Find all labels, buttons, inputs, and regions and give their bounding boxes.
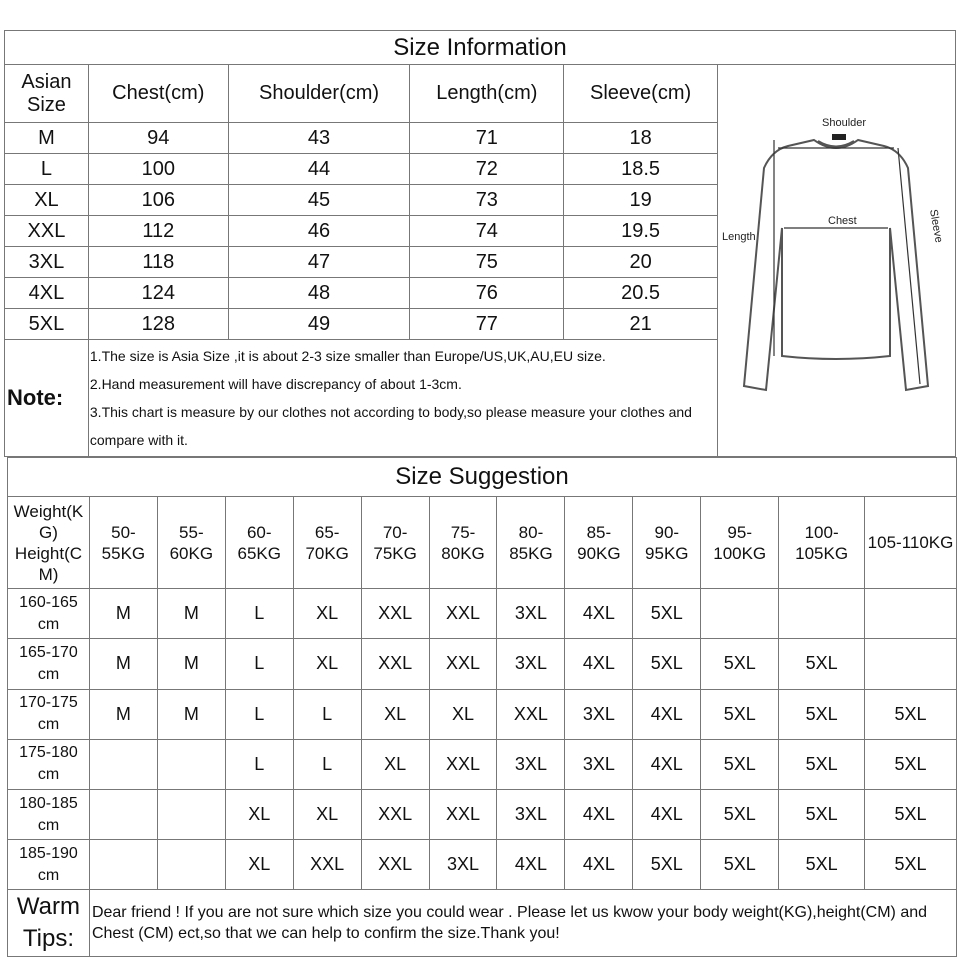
length-cell: 74 [410, 216, 564, 247]
suggested-size-cell: 3XL [497, 639, 565, 689]
suggested-size-cell: L [293, 689, 361, 739]
size-suggestion-table [7, 457, 957, 957]
size-cell: M [5, 123, 89, 154]
sleeve-cell: 18 [564, 123, 718, 154]
length-cell: 75 [410, 247, 564, 278]
size-information-table [4, 30, 956, 457]
suggested-size-cell: 5XL [701, 739, 779, 789]
suggested-size-cell [701, 589, 779, 639]
suggested-size-cell: 3XL [497, 589, 565, 639]
warm-tips-text: Dear friend ! If you are not sure which size you could wear . Please let us kwow your body weight(KG),height(CM) and Chest (CM) ect,so that we can help to confirm the size.Thank you! [89, 890, 956, 957]
chest-cell: 106 [88, 185, 228, 216]
length-cell: 71 [410, 123, 564, 154]
suggested-size-cell: 4XL [633, 739, 701, 789]
weight-header: 90- 95KG [633, 496, 701, 588]
length-cell: 72 [410, 154, 564, 185]
suggested-size-cell: M [89, 689, 157, 739]
suggested-size-cell: 3XL [429, 840, 497, 890]
size-information-title: Size Information [5, 31, 956, 65]
sleeve-cell: 20.5 [564, 278, 718, 309]
suggested-size-cell [89, 739, 157, 789]
suggested-size-cell: XL [293, 639, 361, 689]
suggested-size-cell: 5XL [633, 840, 701, 890]
table-row [8, 789, 957, 839]
size-cell: 5XL [5, 309, 89, 340]
suggested-size-cell: 3XL [497, 739, 565, 789]
chest-cell: 112 [88, 216, 228, 247]
suggested-size-cell: XL [225, 840, 293, 890]
weight-header: 105-110KG [865, 496, 957, 588]
table-row [8, 589, 957, 639]
sleeve-cell: 21 [564, 309, 718, 340]
suggested-size-cell: 3XL [565, 689, 633, 739]
size-cell: XL [5, 185, 89, 216]
suggested-size-cell: 5XL [701, 639, 779, 689]
sleeve-cell: 18.5 [564, 154, 718, 185]
chest-cell: 118 [88, 247, 228, 278]
suggested-size-cell: 5XL [779, 789, 865, 839]
weight-header-row [8, 496, 957, 588]
suggested-size-cell: XXL [429, 789, 497, 839]
suggested-size-cell: 5XL [701, 689, 779, 739]
sleeve-cell: 19.5 [564, 216, 718, 247]
suggested-size-cell: M [89, 589, 157, 639]
weight-header: 65- 70KG [293, 496, 361, 588]
suggested-size-cell [865, 639, 957, 689]
suggested-size-cell [157, 840, 225, 890]
height-range-cell: 160-165 cm [8, 589, 90, 639]
suggested-size-cell: XXL [361, 789, 429, 839]
height-range-cell: 180-185 cm [8, 789, 90, 839]
weight-header: 60- 65KG [225, 496, 293, 588]
suggested-size-cell: 5XL [701, 840, 779, 890]
suggested-size-cell: L [225, 689, 293, 739]
weight-header: 70- 75KG [361, 496, 429, 588]
header-sleeve: Sleeve(cm) [564, 65, 718, 123]
shirt-diagram [718, 68, 954, 448]
chest-label: Chest [828, 214, 858, 227]
table-row [8, 639, 957, 689]
suggested-size-cell [157, 789, 225, 839]
suggested-size-cell: XL [361, 739, 429, 789]
length-cell: 76 [410, 278, 564, 309]
suggested-size-cell: 4XL [565, 789, 633, 839]
suggested-size-cell: XL [225, 789, 293, 839]
suggested-size-cell: XXL [293, 840, 361, 890]
sleeve-cell: 19 [564, 185, 718, 216]
shirt-diagram-cell [717, 65, 955, 457]
suggested-size-cell: 4XL [565, 840, 633, 890]
table-row [8, 739, 957, 789]
header-asian-size: Asian Size [5, 65, 89, 123]
suggested-size-cell: 5XL [779, 639, 865, 689]
suggested-size-cell: XL [293, 789, 361, 839]
size-cell: L [5, 154, 89, 185]
suggested-size-cell: XXL [497, 689, 565, 739]
height-range-cell: 175-180 cm [8, 739, 90, 789]
warm-tips-label: Warm Tips: [8, 890, 90, 957]
suggested-size-cell: 5XL [701, 789, 779, 839]
table-row [8, 689, 957, 739]
header-length: Length(cm) [410, 65, 564, 123]
suggested-size-cell: XL [361, 689, 429, 739]
suggested-size-cell: M [157, 589, 225, 639]
suggested-size-cell: 5XL [865, 689, 957, 739]
chest-cell: 100 [88, 154, 228, 185]
weight-header: 80- 85KG [497, 496, 565, 588]
height-range-cell: 170-175 cm [8, 689, 90, 739]
sleeve-cell: 20 [564, 247, 718, 278]
weight-height-corner-header: Weight(K G) Height(C M) [8, 496, 90, 588]
suggested-size-cell: 5XL [779, 840, 865, 890]
suggested-size-cell: 5XL [865, 739, 957, 789]
suggested-size-cell: XL [293, 589, 361, 639]
length-cell: 77 [410, 309, 564, 340]
height-range-cell: 185-190 cm [8, 840, 90, 890]
suggested-size-cell: 4XL [633, 789, 701, 839]
suggested-size-cell: 5XL [865, 789, 957, 839]
table-row [8, 840, 957, 890]
note-item: 3.This chart is measure by our clothes not according to body,so please measure your clothes and compare with it. [89, 404, 692, 448]
suggested-size-cell [89, 840, 157, 890]
suggested-size-cell: M [89, 639, 157, 689]
weight-header: 50- 55KG [89, 496, 157, 588]
suggested-size-cell: XXL [429, 639, 497, 689]
height-range-cell: 165-170 cm [8, 639, 90, 689]
shoulder-cell: 48 [228, 278, 410, 309]
weight-header: 85- 90KG [565, 496, 633, 588]
weight-header: 55- 60KG [157, 496, 225, 588]
suggested-size-cell: XXL [361, 639, 429, 689]
note-text [88, 340, 717, 457]
suggested-size-cell: XXL [361, 840, 429, 890]
suggested-size-cell: XXL [361, 589, 429, 639]
suggested-size-cell [157, 739, 225, 789]
suggested-size-cell: 5XL [633, 589, 701, 639]
chest-cell: 128 [88, 309, 228, 340]
suggested-size-cell: 4XL [565, 589, 633, 639]
suggested-size-cell: L [293, 739, 361, 789]
sleeve-label: Sleeve [927, 207, 946, 244]
suggested-size-cell: XXL [429, 739, 497, 789]
note-item: 2.Hand measurement will have discrepancy of about 1-3cm. [89, 376, 462, 392]
header-shoulder: Shoulder(cm) [228, 65, 410, 123]
chest-cell: 94 [88, 123, 228, 154]
shoulder-cell: 45 [228, 185, 410, 216]
size-cell: 4XL [5, 278, 89, 309]
note-label: Note: [5, 340, 89, 457]
shoulder-cell: 46 [228, 216, 410, 247]
suggested-size-cell [89, 789, 157, 839]
length-cell: 73 [410, 185, 564, 216]
shoulder-label: Shoulder [822, 116, 867, 129]
suggested-size-cell: L [225, 739, 293, 789]
shoulder-cell: 43 [228, 123, 410, 154]
suggested-size-cell [779, 589, 865, 639]
length-label: Length [722, 230, 757, 243]
shoulder-cell: 47 [228, 247, 410, 278]
suggested-size-cell: 4XL [633, 689, 701, 739]
weight-header: 75- 80KG [429, 496, 497, 588]
suggested-size-cell: 3XL [497, 789, 565, 839]
suggested-size-cell: 4XL [565, 639, 633, 689]
suggested-size-cell [865, 589, 957, 639]
weight-header: 100- 105KG [779, 496, 865, 588]
suggested-size-cell: L [225, 639, 293, 689]
suggested-size-cell: M [157, 689, 225, 739]
suggested-size-cell: 4XL [497, 840, 565, 890]
weight-header: 95- 100KG [701, 496, 779, 588]
size-cell: 3XL [5, 247, 89, 278]
shirt-label-tag [832, 134, 846, 140]
size-cell: XXL [5, 216, 89, 247]
suggested-size-cell: L [225, 589, 293, 639]
suggested-size-cell: M [157, 639, 225, 689]
suggested-size-cell: 5XL [779, 739, 865, 789]
suggested-size-cell: 5XL [865, 840, 957, 890]
shoulder-cell: 49 [228, 309, 410, 340]
suggested-size-cell: 5XL [633, 639, 701, 689]
suggested-size-cell: 5XL [779, 689, 865, 739]
chest-cell: 124 [88, 278, 228, 309]
suggested-size-cell: XL [429, 689, 497, 739]
shoulder-cell: 44 [228, 154, 410, 185]
suggested-size-cell: 3XL [565, 739, 633, 789]
note-item: 1.The size is Asia Size ,it is about 2-3 size smaller than Europe/US,UK,AU,EU size. [89, 348, 606, 364]
header-chest: Chest(cm) [88, 65, 228, 123]
suggested-size-cell: XXL [429, 589, 497, 639]
size-suggestion-title: Size Suggestion [8, 458, 957, 497]
